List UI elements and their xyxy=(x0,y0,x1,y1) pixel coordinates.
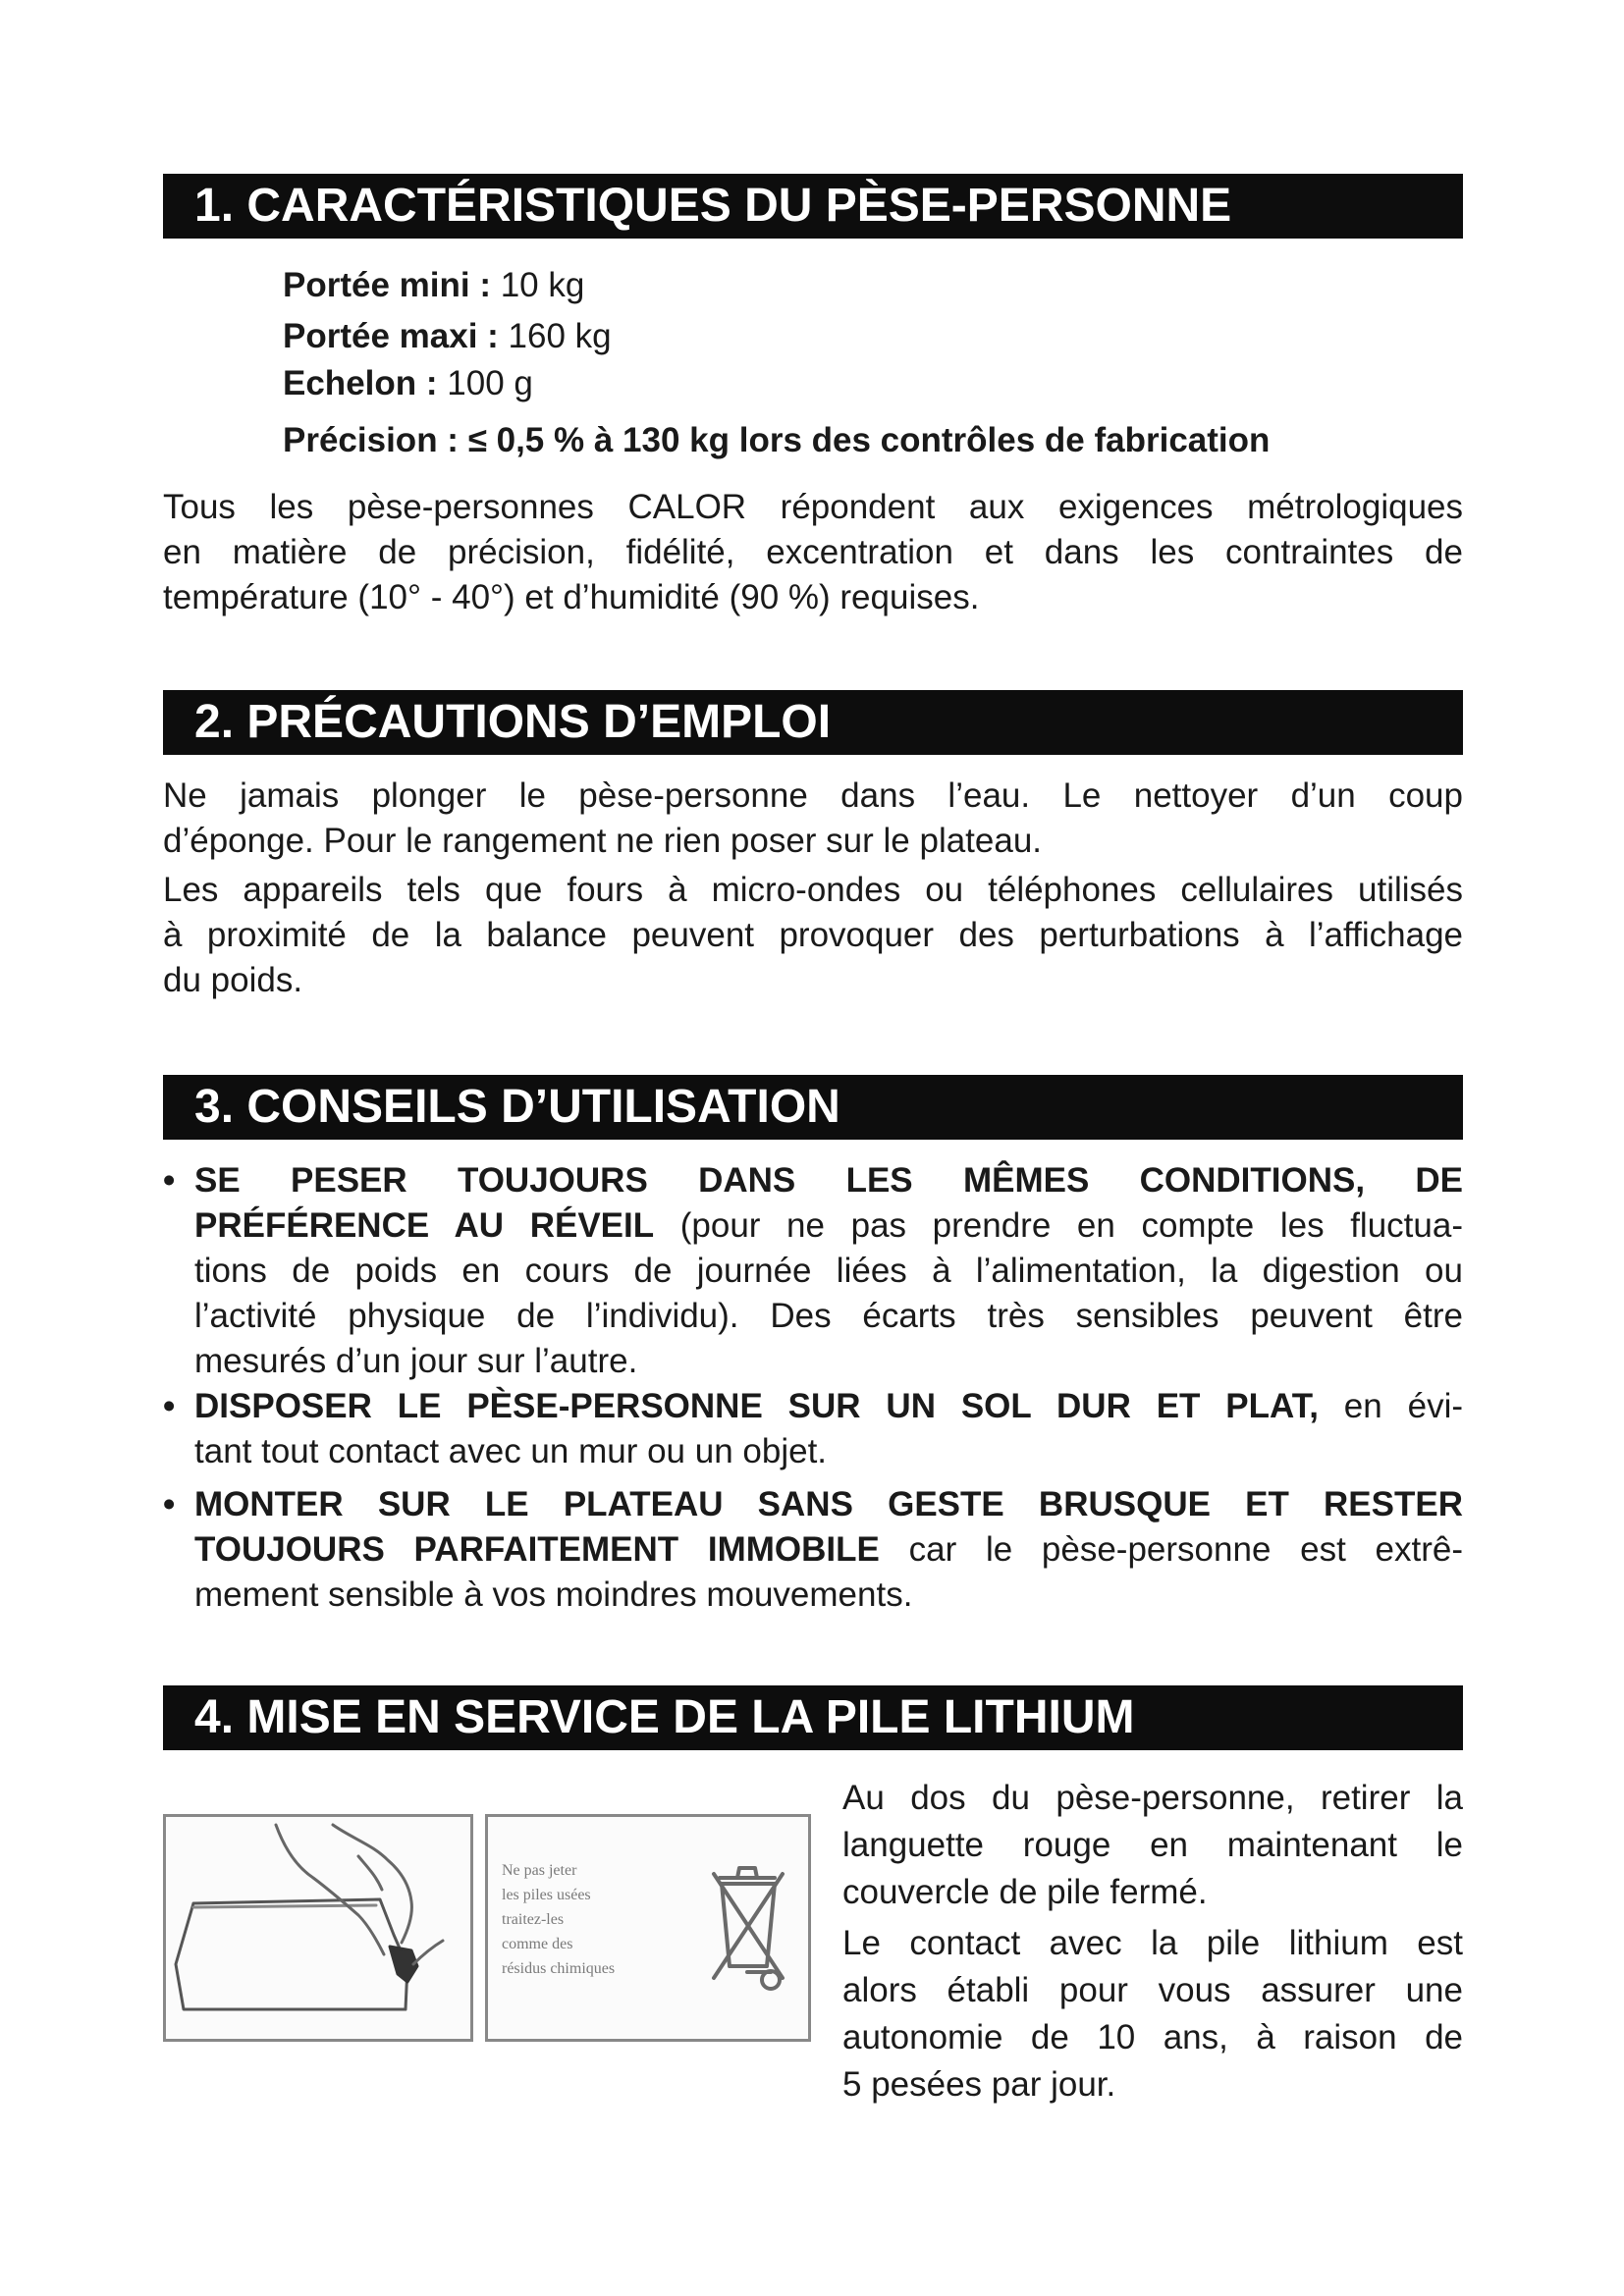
section-1-number: 1. xyxy=(194,180,235,232)
text-line: Au dos du pèse-personne, retirer la xyxy=(842,1779,1463,1817)
text-line: en matière de précision, fidélité, excentration et dans les contraintes de xyxy=(163,533,1463,571)
text: en évi- xyxy=(1318,1387,1463,1425)
bullet-item-2 xyxy=(163,1384,1463,1474)
bold-text: PRÉFÉRENCE AU RÉVEIL xyxy=(194,1206,655,1245)
pull-tab-illustration xyxy=(163,1814,473,2042)
section-4-title: MISE EN SERVICE DE LA PILE LITHIUM xyxy=(246,1691,1135,1743)
spec-value: 100 g xyxy=(447,364,533,402)
text-line: d’éponge. Pour le rangement ne rien poser sur le plateau. xyxy=(163,822,1043,860)
spec-label: Echelon : xyxy=(283,364,438,402)
bold-text: TOUJOURS PARFAITEMENT IMMOBILE xyxy=(194,1530,880,1569)
spec-value: ≤ 0,5 % à 130 kg lors des contrôles de fabrication xyxy=(467,421,1271,459)
caption-line: comme des xyxy=(502,1936,573,1952)
spec-min-capacity xyxy=(283,261,584,310)
battery-illustration xyxy=(163,1814,811,2042)
section-4-paragraph-2 xyxy=(842,1920,1463,2109)
recycling-notice xyxy=(485,1814,811,2042)
section-2-paragraph-2 xyxy=(163,868,1463,1003)
hand-pulling-tab-icon xyxy=(166,1817,470,2039)
bold-text: DISPOSER LE PÈSE-PERSONNE SUR UN SOL DUR ET PLAT, xyxy=(194,1387,1319,1425)
text-line xyxy=(194,1384,1463,1429)
text-line: température (10° - 40°) et d’humidité (90 %) requises. xyxy=(163,578,980,616)
text-line: l’activité physique de l’individu). Des écarts très sensibles peuvent être xyxy=(194,1297,1463,1335)
text-line: Le contact avec la pile lithium est xyxy=(842,1924,1463,1962)
spec-label: Portée mini : xyxy=(283,266,491,304)
text: (pour ne pas prendre en compte les fluctua- xyxy=(654,1206,1463,1245)
bold-text: MONTER SUR LE PLATEAU SANS GESTE BRUSQUE ET RESTER xyxy=(194,1485,1463,1523)
spec-label: Portée maxi : xyxy=(283,317,499,355)
text-line: mement sensible à vos moindres mouvements. xyxy=(194,1575,913,1614)
text-line xyxy=(194,1527,1463,1573)
text: car le pèse-personne est extrê- xyxy=(879,1530,1464,1569)
text-line: à proximité de la balance peuvent provoquer des perturbations à l’affichage xyxy=(163,916,1463,954)
section-3-heading xyxy=(163,1075,1463,1140)
text-line: autonomie de 10 ans, à raison de xyxy=(842,2018,1463,2056)
section-2-number: 2. xyxy=(194,696,235,748)
section-4-heading xyxy=(163,1685,1463,1750)
text-line: Tous les pèse-personnes CALOR répondent aux exigences métrologiques xyxy=(163,488,1463,526)
caption-line: résidus chimiques xyxy=(502,1960,616,1977)
text-line: Les appareils tels que fours à micro-ondes ou téléphones cellulaires utilisés xyxy=(163,871,1463,909)
text-line: tions de poids en cours de journée liées à l’alimentation, la digestion ou xyxy=(194,1252,1463,1290)
bullet-icon: • xyxy=(163,1387,176,1425)
section-2-heading xyxy=(163,690,1463,755)
text-line: languette rouge en maintenant le xyxy=(842,1826,1463,1864)
section-1-paragraph xyxy=(163,485,1463,620)
recycling-caption xyxy=(502,1858,615,1981)
text-line xyxy=(194,1203,1463,1249)
spec-max-capacity xyxy=(283,312,612,361)
text-line xyxy=(194,1158,1463,1203)
section-2-title: PRÉCAUTIONS D’EMPLOI xyxy=(246,696,832,748)
section-1-heading xyxy=(163,174,1463,239)
spec-precision xyxy=(283,416,1270,465)
bold-text: SE PESER TOUJOURS DANS LES MÊMES CONDITIONS, DE xyxy=(194,1161,1463,1200)
caption-line: les piles usées xyxy=(502,1887,591,1903)
text-line: mesurés d’un jour sur l’autre. xyxy=(194,1342,638,1380)
section-4-paragraph-1 xyxy=(842,1775,1463,1916)
text-line xyxy=(194,1482,1463,1527)
caption-line: Ne pas jeter xyxy=(502,1862,577,1879)
text-line: tant tout contact avec un mur ou un objet. xyxy=(194,1432,828,1470)
section-3-number: 3. xyxy=(194,1081,235,1133)
crossed-out-bin-icon xyxy=(698,1856,796,2003)
spec-value: 160 kg xyxy=(508,317,612,355)
bullet-icon: • xyxy=(163,1161,176,1200)
section-1-title: CARACTÉRISTIQUES DU PÈSE-PERSONNE xyxy=(246,180,1232,232)
text-line: Ne jamais plonger le pèse-personne dans l’eau. Le nettoyer d’un coup xyxy=(163,776,1463,815)
section-4-number: 4. xyxy=(194,1691,235,1743)
text-line: 5 pesées par jour. xyxy=(842,2065,1116,2104)
text-line: couvercle de pile fermé. xyxy=(842,1873,1208,1911)
text-line: alors établi pour vous assurer une xyxy=(842,1971,1463,2009)
bullet-item-1 xyxy=(163,1158,1463,1384)
text-line: du poids. xyxy=(163,961,303,999)
spec-label: Précision : xyxy=(283,421,459,459)
bullet-item-3 xyxy=(163,1482,1463,1618)
section-2-paragraph-1 xyxy=(163,774,1463,864)
bullet-icon: • xyxy=(163,1485,176,1523)
spec-value: 10 kg xyxy=(500,266,585,304)
caption-line: traitez-les xyxy=(502,1911,565,1928)
spec-increment xyxy=(283,359,533,408)
section-3-title: CONSEILS D’UTILISATION xyxy=(246,1081,840,1133)
